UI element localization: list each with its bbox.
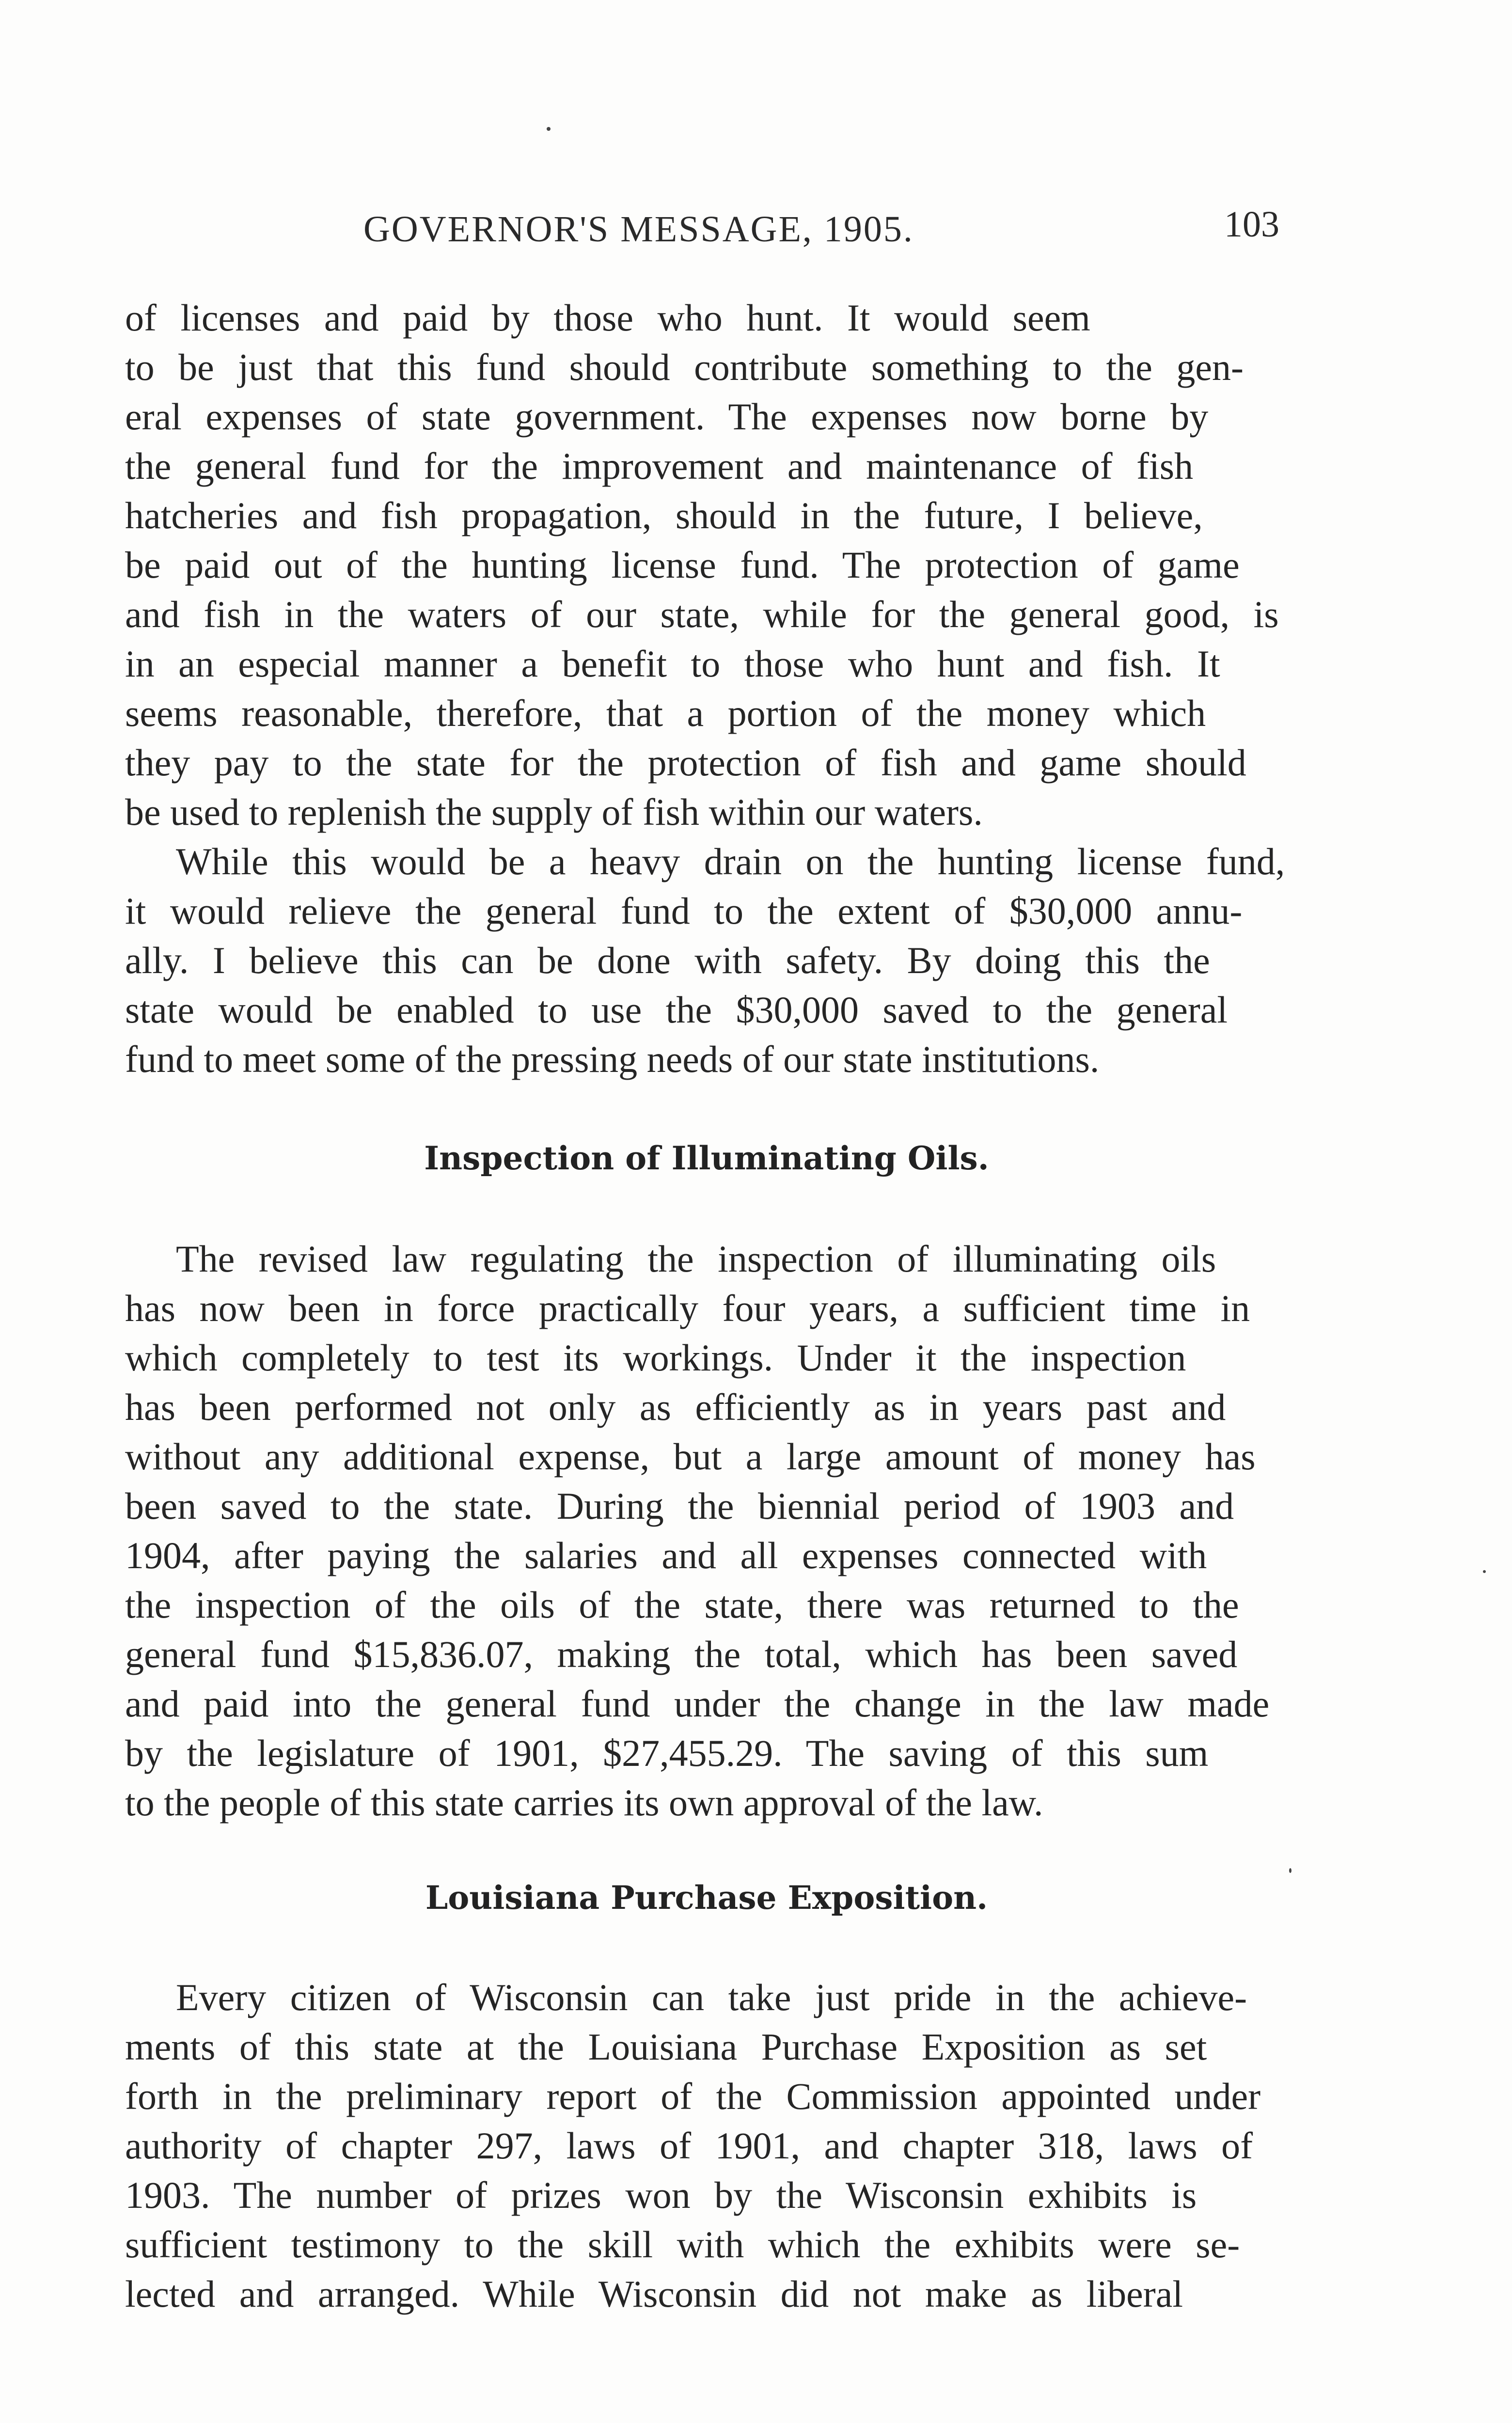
text-line: While this would be a heavy drain on the hunting license fund, (176, 840, 1285, 882)
text-line: fund to meet some of the pressing needs of our state institutions. (125, 1038, 1100, 1080)
paragraph-general-fund-relief (125, 837, 1288, 1084)
text-line: and fish in the waters of our state, while for the general good, is (125, 593, 1279, 635)
text-line: ments of this state at the Louisiana Purchase Exposition as set (125, 2026, 1207, 2068)
print-speck (1289, 1868, 1292, 1873)
text-line: 1904, after paying the salaries and all expenses connected with (125, 1534, 1207, 1576)
text-line: be paid out of the hunting license fund. The protection of game (125, 544, 1240, 586)
section-heading-exposition: Louisiana Purchase Exposition. (425, 1879, 988, 1917)
text-line: without any additional expense, but a large amount of money has (125, 1435, 1256, 1478)
text-line: eral expenses of state government. The expenses now borne by (125, 395, 1209, 438)
text-line: sufficient testimony to the skill with which the exhibits were se- (125, 2223, 1240, 2266)
text-line: general fund $15,836.07, making the total, which has been saved (125, 1633, 1238, 1675)
text-line: the inspection of the oils of the state, there was returned to the (125, 1584, 1239, 1626)
text-line: it would relieve the general fund to the extent of $30,000 annu- (125, 890, 1243, 932)
header-title: GOVERNOR'S MESSAGE, 1905. (363, 209, 914, 250)
text-line: Every citizen of Wisconsin can take just pride in the achieve- (176, 1976, 1247, 2018)
paragraph-hunting-license-fund (125, 293, 1288, 837)
running-header (121, 199, 1294, 257)
text-line: authority of chapter 297, laws of 1901, and chapter 318, laws of (125, 2124, 1253, 2167)
text-line: been saved to the state. During the biennial period of 1903 and (125, 1485, 1234, 1527)
text-line: the general fund for the improvement and maintenance of fish (125, 445, 1194, 487)
text-line: lected and arranged. While Wisconsin did not make as liberal (125, 2273, 1183, 2315)
text-line: and paid into the general fund under the change in the law made (125, 1683, 1270, 1725)
section-heading-oils: Inspection of Illuminating Oils. (424, 1139, 989, 1177)
text-line: seems reasonable, therefore, that a portion of the money which (125, 692, 1206, 734)
text-line: of licenses and paid by those who hunt. It would seem (125, 297, 1090, 339)
text-line: which completely to test its workings. Under it the inspection (125, 1337, 1186, 1379)
page-number: 103 (1224, 204, 1279, 245)
text-line: state would be enabled to use the $30,000 saved to the general (125, 989, 1228, 1031)
body-text (125, 293, 1288, 2319)
paragraph-exposition (125, 1973, 1288, 2319)
text-line: in an especial manner a benefit to those who hunt and fish. It (125, 643, 1220, 685)
text-line: be used to replenish the supply of fish within our waters. (125, 791, 983, 833)
text-line: by the legislature of 1901, $27,455.29. The saving of this sum (125, 1732, 1209, 1774)
text-line: forth in the preliminary report of the Commission appointed under (125, 2075, 1261, 2117)
text-line: they pay to the state for the protection of fish and game should (125, 741, 1246, 784)
text-line: has been performed not only as efficiently as in years past and (125, 1386, 1226, 1428)
text-line: to the people of this state carries its own approval of the law. (125, 1781, 1043, 1824)
paragraph-oil-inspection (125, 1234, 1288, 1827)
text-line: The revised law regulating the inspection of illuminating oils (176, 1238, 1216, 1280)
text-line: ally. I believe this can be done with safety. By doing this the (125, 939, 1210, 981)
print-speck (1483, 1570, 1486, 1573)
text-line: to be just that this fund should contribute something to the gen- (125, 346, 1244, 388)
text-line: hatcheries and fish propagation, should in the future, I believe, (125, 494, 1203, 536)
print-speck (547, 127, 551, 131)
text-line: has now been in force practically four years, a sufficient time in (125, 1287, 1250, 1329)
text-line: 1903. The number of prizes won by the Wisconsin exhibits is (125, 2174, 1197, 2216)
